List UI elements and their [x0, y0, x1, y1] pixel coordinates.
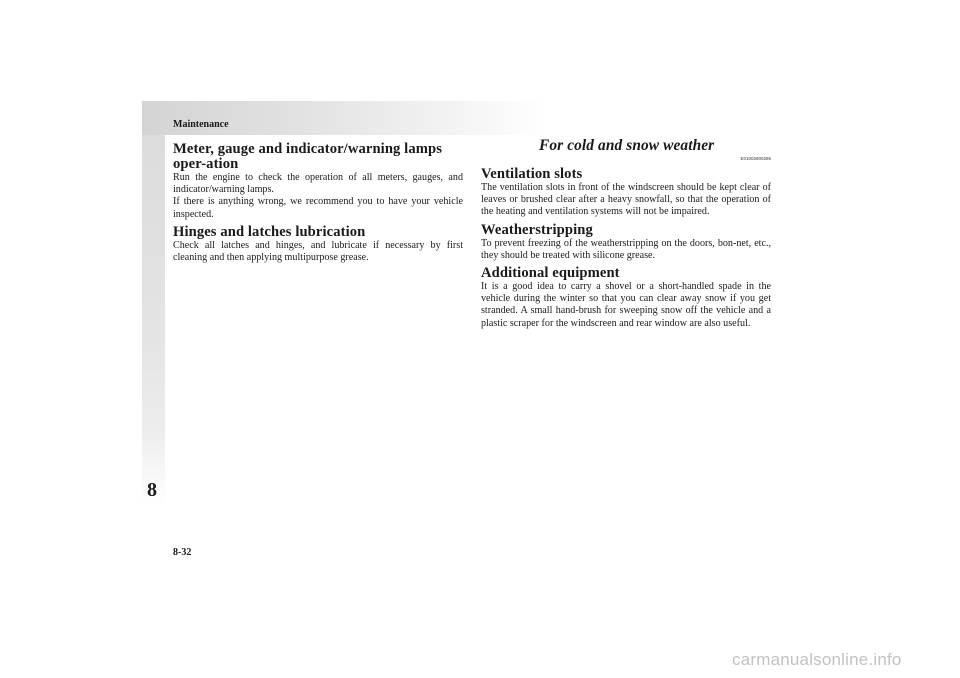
meter-heading: Meter, gauge and indicator/warning lamps oper-ation: [173, 141, 442, 172]
chapter-number: 8: [147, 479, 157, 501]
meter-paragraph-2: If there is anything wrong, we recommend you to have your vehicle inspected.: [173, 196, 463, 220]
weatherstripping-paragraph: To prevent freezing of the weatherstripping on the doors, bon-net, etc., they should be treated with silicone grease.: [481, 237, 771, 261]
hinges-heading: Hinges and latches lubrication: [173, 223, 366, 240]
hinges-paragraph: Check all latches and hinges, and lubricate if necessary by first cleaning and then applying multipurpose grease.: [173, 239, 463, 264]
ventilation-paragraph: The ventilation slots in front of the windscreen should be kept clear of leaves or brushed clear after a heavy snowfall, so that the operation of the heating and ventilation systems will not be impaired.: [481, 182, 771, 218]
reference-code: E01002800286: [740, 156, 771, 161]
weatherstripping-heading: Weatherstripping: [481, 221, 593, 238]
section-title: Maintenance: [173, 119, 229, 130]
meter-paragraph-1: Run the engine to check the operation of all meters, gauges, and indicator/warning lamps.: [173, 172, 463, 196]
page-number: 8-32: [173, 547, 192, 558]
equipment-paragraph: It is a good idea to carry a shovel or a short-handled spade in the vehicle during the winter so that you can clear away snow if you get stranded. A small hand-brush for sweeping snow off the vehicle and a plastic scraper for the windscreen and rear window are also useful.: [481, 281, 771, 329]
ventilation-heading: Ventilation slots: [481, 166, 583, 182]
watermark: carmanualsonline.info: [732, 650, 902, 669]
right-column: [481, 137, 771, 330]
cold-weather-title: For cold and snow weather: [539, 137, 715, 154]
chapter-side-strip: [142, 135, 165, 505]
left-column: [173, 142, 463, 264]
equipment-heading: Additional equipment: [481, 265, 620, 282]
